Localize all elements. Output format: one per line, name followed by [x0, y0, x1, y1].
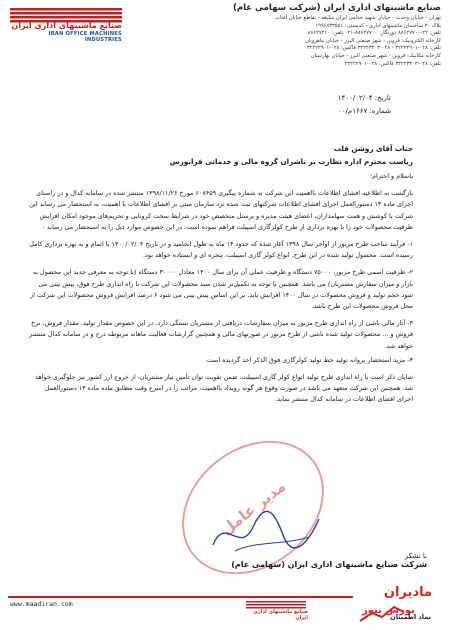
footer-divider: [8, 596, 353, 598]
letter-number: شماره: ۱۶۶۷م/۰۰: [338, 107, 391, 115]
address-line: تلفن: ۰۲۸-۳۲۲۲۲۹۰۱ - ۰۲۸-۳۲۲۲۳۳۰۳ فاکس: ۰۲۸-۳۲۲۲۲۹۰۱: [306, 45, 441, 52]
logo-text-fa: صنایع ماشینهای اداری ایران: [11, 21, 122, 30]
company-logo: [10, 6, 122, 43]
footer-logo-text: صنایع ماشینهای اداری ایران: [253, 609, 308, 621]
address-line: کارخانه الکترونیک: قزوین - شهر صنعتی البرز - خیابان ماهرویان: [304, 37, 441, 44]
company-name: صنایع ماشینهای اداری ایران (شرکت سهامی عام): [232, 3, 441, 13]
address-line: کارخانه مکانیک: قزوین - شهر صنعتی البرز - خیابان بهارستان: [310, 52, 441, 59]
company-contact-block: [141, 3, 441, 68]
letter-body: [28, 142, 413, 406]
addressee: جناب آقای روشن قلب: [333, 144, 413, 153]
closing-paragraph: شایان ذکر است با راه اندازی طرح تولید انواع کولر گازی اسپیلت، ضمن تقویت توان تأمین نیاز مشتریان، از خروج ارز کشور نیز جلوگیری خواهد شد. همچنین این شرکت متعهد می باشد در صورت وقوع هر گونه رویداد بااهمیت، مراتب را در اسرع وقت مطابق ماده ماده ۱۳ دستورالعمل اجرای افشای اطلاعات در سامانه کدال منتشر نماید.: [35, 373, 413, 404]
list-item: ۱- فرآیند ساخت طرح مزبور از اواخر سال ۱۳۹۸ آغاز شده که حدود ۱۴ ماه به طول انجامید و در تاریخ ۱۴۰۰/۰۲/۰۴ با اتمام و به بهره برداری کامل رسیده است. محصول تولید شده در این طرح، انواع کولر گازی اسپیلت، پنجره ای و ایستاده خواهد بود.: [29, 240, 413, 260]
watermark-tagline: نماد اطمینان: [390, 613, 431, 621]
watermark-site: بورس نیوز: [362, 605, 415, 616]
letter-meta: [241, 92, 391, 118]
footer-logo-icon: [246, 601, 306, 609]
intro-paragraph: بازگشت به اطلاعیه افشای اطلاعات بااهمیت این شرکت به شماره پیگیری ۶۰۸۴۵۹ مورخ ۱۳۹۸/۱۱/۲۶ منتشر شده در سامانه کدال و در راستای اجرای ماده ۱۳ دستورالعمل اجرای افشای اطلاعات شرکتهای ثبت شده نزد سازمان مبنی بر افشای اطلاعات با اهمیت، به استحضار می رساند این شرکت با کوشش و همت سهامداران، اعضای هیئت مدیره و پرسنل متخصص خود در شرایط سخت کرونایی و تحریم‌های موجود امکان افزایش ظرفیت محصولات خود را با بهره برداری از طرح کولرگازی اسپیلت فراهم نموده است. در این خصوص موارد ذیل را به استحضار می رساند :: [29, 189, 413, 231]
greeting: باسلام و احترام؛: [370, 172, 413, 180]
logo-text-en: IRAN OFFICE MACHINES INDUSTRIES: [48, 31, 122, 43]
letter-closing: [231, 552, 427, 569]
signatory-company: شرکت صنایع ماشینهای اداری ایران (سهامی عام): [231, 560, 427, 569]
watermark-brand: مادیران: [383, 585, 432, 600]
address-line: پلاک ۳۰ ساختمان ماشینهای اداری - کدپستی: ۱۹۹۶۸۳۳۵۸۱: [315, 22, 441, 29]
with-respect: با تشکر: [404, 552, 427, 560]
stamp-text: مدیر عامل: [217, 476, 289, 539]
list-item: ۲- ظرفیت اسمی طرح مزبور، ۷۵۰۰۰ دستگاه و ظرفیت عملی آن برای سال ۱۴۰۰ معادل ۳۰۰۰۰ دستگاه (با توجه به معرفی جدید این محصول به بازار و میزان سفارش مشتریان) می باشد. همچنین با توجه به تکمیل‌تر شدن سبد محصولات این شرکت با راه اندازی طرح فوق، پیش بینی می شود حجم تولید و فروش محصولات در سال ۱۴۰۰ افزایش یابد. بر این اساس پیش بینی می شود ۶ درصد افزایش فروش محصولات این شرکت از محل فروش محصولات این طرح باشد.: [30, 268, 413, 311]
watermark: [358, 583, 446, 629]
addressee-title: ریاست محترم اداره نظارت بر ناشران گروه مالی و خدماتی فرابورس: [169, 157, 413, 166]
footer-website: www.maadiran.com: [10, 600, 73, 608]
address-line: تلفن: ۲۲-۸۸۶۲۷۷۰۰ دورنگار: ۸۸۶۲۷۷۰۰-۰۲۱ تلفن: ۸۸۶۲۷۲۱۰: [307, 30, 441, 37]
letter-date: تاریخ: ۱۴۰۰/۰۲/۰۴: [337, 94, 391, 102]
list-item: ۳- آثار مالی ناشی از راه اندازی طرح مزبور به میزان سفارشات دریافتی از مشتریان بستگی دارد. در این خصوص مقدار تولید، مقدار فروش، نرخ فروش و ... محصولات تولید شده ناشی از طرح مزبور در صورتهای مالی و همچنین گزارشات فعالیت ماهانه مربوطه درج و در سامانه کدال منتشر خواهد شد.: [29, 319, 413, 350]
letterhead: [0, 0, 449, 80]
address-line: تهران - خیابان وحدت - خیابان شهید خدامی ایران سلیقه - تقاطع خیابان آفتاب: [275, 15, 441, 21]
address-line: تلفن: ۰۲۸-۳۲۲۲۳۳۰۳ فاکس: ۰۲۸-۳۲۲۲۲۹۰۱: [344, 60, 441, 67]
list-item: ۴- مزید استحضار پروانه تولید خط تولید کولرگازی فوق الذکر اخذ گردیده است.: [204, 355, 413, 364]
